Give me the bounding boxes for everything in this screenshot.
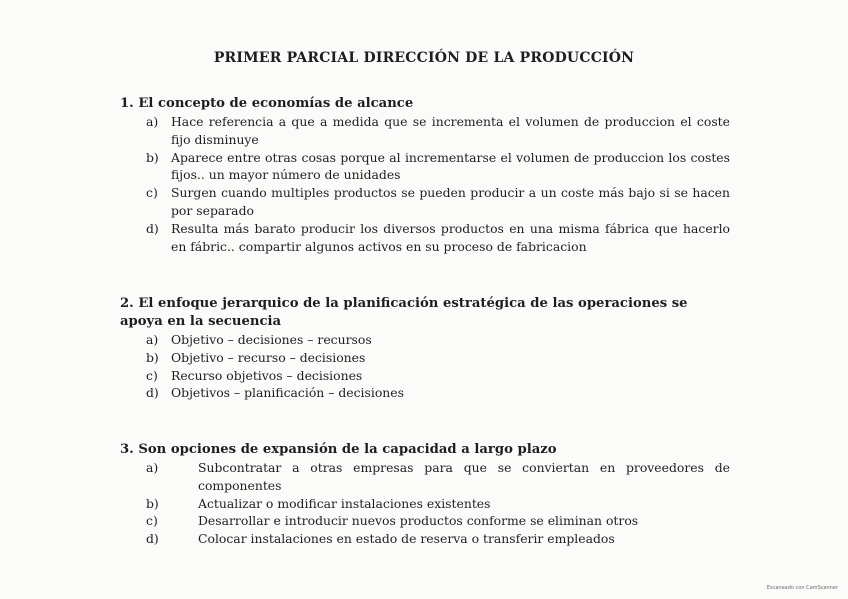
option-a (120, 331, 730, 349)
option-label: c) (146, 513, 158, 529)
option-c (120, 512, 730, 530)
option-text: Hace referencia a que a medida que se incrementa el volumen de produccion el coste fijo disminuye (171, 114, 730, 147)
option-text: Surgen cuando multiples productos se pueden producir a un coste más bajo si se hacen por separado (171, 185, 730, 218)
question-text: 2. El enfoque jerarquico de la planificación estratégica de las operaciones se apoya en la secuencia (120, 296, 688, 329)
option-label: a) (146, 114, 159, 129)
question-1 (120, 95, 730, 255)
question-text: 1. El concepto de economías de alcance (120, 96, 414, 111)
option-b (120, 349, 730, 367)
option-label: a) (146, 460, 159, 475)
option-text: Colocar instalaciones en estado de reserva o transferir empleados (198, 531, 615, 547)
option-text: Objetivos – planificación – decisiones (171, 385, 404, 401)
option-text: Resulta más barato producir los diversos productos en una misma fábrica que hacerlo en fábric.. compartir algunos activos en su proceso de fabricacion (171, 220, 730, 254)
option-label: b) (146, 495, 159, 511)
option-c (120, 184, 730, 220)
option-d (120, 220, 730, 256)
option-label: d) (146, 385, 159, 401)
scanner-watermark: Escaneado con CamScanner (766, 585, 838, 591)
option-d (120, 530, 730, 548)
option-text: Objetivo – decisiones – recursos (171, 332, 372, 347)
option-label: a) (146, 332, 159, 347)
option-a (120, 459, 730, 495)
option-text: Recurso objetivos – decisiones (171, 367, 363, 383)
option-d (120, 384, 730, 402)
question-text: 3. Son opciones de expansión de la capacidad a largo plazo (120, 442, 557, 457)
option-label: b) (146, 149, 159, 165)
page-title: PRIMER PARCIAL DIRECCIÓN DE LA PRODUCCIÓN (213, 50, 635, 66)
option-a (120, 113, 730, 149)
option-label: c) (146, 185, 158, 201)
option-b (120, 149, 730, 185)
question-2 (120, 295, 730, 402)
option-text: Objetivo – recurso – decisiones (171, 349, 366, 365)
option-c (120, 367, 730, 385)
option-label: d) (146, 531, 159, 547)
option-b (120, 495, 730, 513)
option-text: Desarrollar e introducir nuevos productos conforme se eliminan otros (198, 513, 639, 529)
option-label: b) (146, 349, 159, 365)
option-text: Actualizar o modificar instalaciones existentes (198, 495, 491, 511)
option-text: Aparece entre otras cosas porque al incrementarse el volumen de produccion los costes fijos.. un mayor número de unidades (171, 149, 730, 183)
option-label: c) (146, 367, 158, 383)
option-label: d) (146, 220, 159, 236)
question-3 (120, 441, 730, 548)
option-text: Subcontratar a otras empresas para que se conviertan en proveedores de componentes (198, 460, 730, 493)
